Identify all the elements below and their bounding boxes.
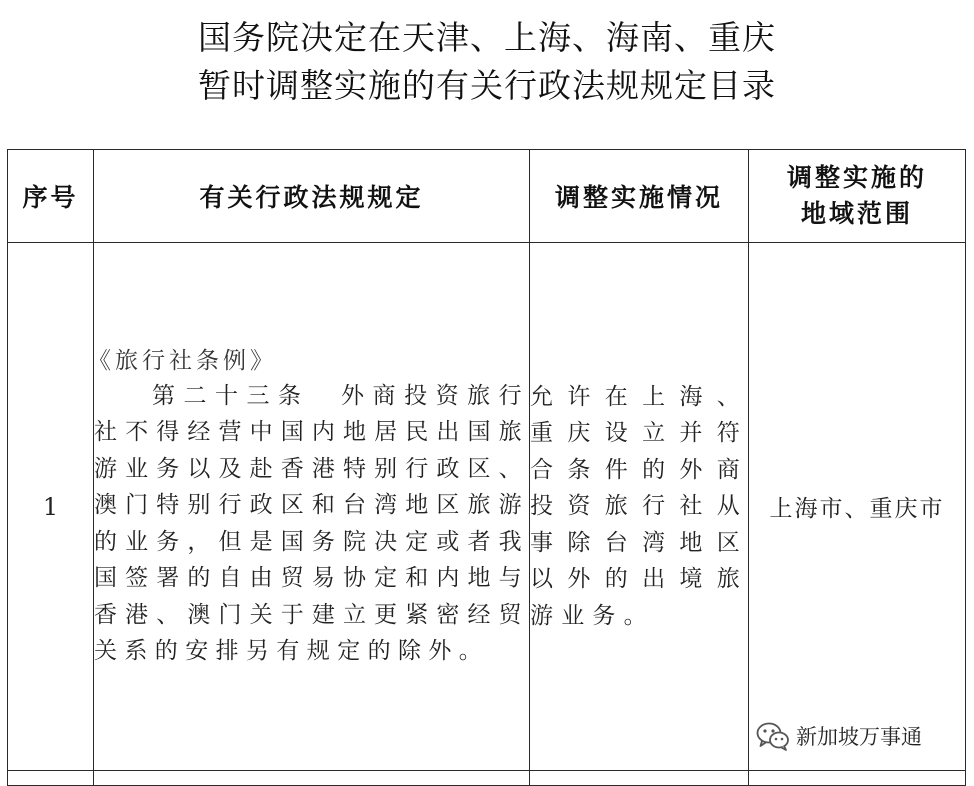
partial-cell	[94, 771, 530, 786]
regulation-body: 第二十三条 外商投资旅行社不得经营中国内地居民出国旅游业务以及赴香港特别行政区、澳门特别行政区和台湾地区旅游的业务，但是国务院决定或者我国签署的自由贸易协定和内地与香港、澳门关于建立更紧密经贸关系的安排另有规定的除外。	[94, 382, 529, 664]
wechat-icon	[756, 721, 790, 751]
title-line-2: 暂时调整实施的有关行政法规规定目录	[198, 66, 776, 105]
regulation-title: 《旅行社条例》	[88, 347, 277, 374]
table-row	[8, 243, 966, 771]
document-title	[0, 14, 974, 110]
regulation-table	[7, 149, 966, 786]
header-serial-number: 序号	[8, 150, 94, 243]
row-regulation-cell	[88, 243, 530, 771]
header-region-range-line-2: 地域范围	[800, 199, 913, 228]
adjustment-text: 允许在上海、重庆设立并符合条件的外商投资旅行社从事除台湾地区以外的出境旅游业务。	[530, 383, 748, 629]
partial-cell	[8, 771, 94, 786]
watermark-text: 新加坡万事通	[796, 725, 922, 749]
header-region-range	[749, 150, 966, 243]
row-serial-number: 1	[8, 243, 94, 771]
row-adjustment-cell	[530, 243, 749, 771]
header-adjustment: 调整实施情况	[530, 150, 749, 243]
row-region-range: 上海市、重庆市	[749, 243, 966, 771]
table-row-partial	[8, 771, 966, 786]
title-line-1: 国务院决定在天津、上海、海南、重庆	[198, 18, 776, 57]
account-watermark	[752, 718, 926, 754]
table-header-row	[8, 150, 966, 243]
header-region-range-line-1: 调整实施的	[786, 163, 927, 192]
header-regulation: 有关行政法规规定	[94, 150, 530, 243]
partial-cell	[530, 771, 749, 786]
partial-cell	[749, 771, 966, 786]
